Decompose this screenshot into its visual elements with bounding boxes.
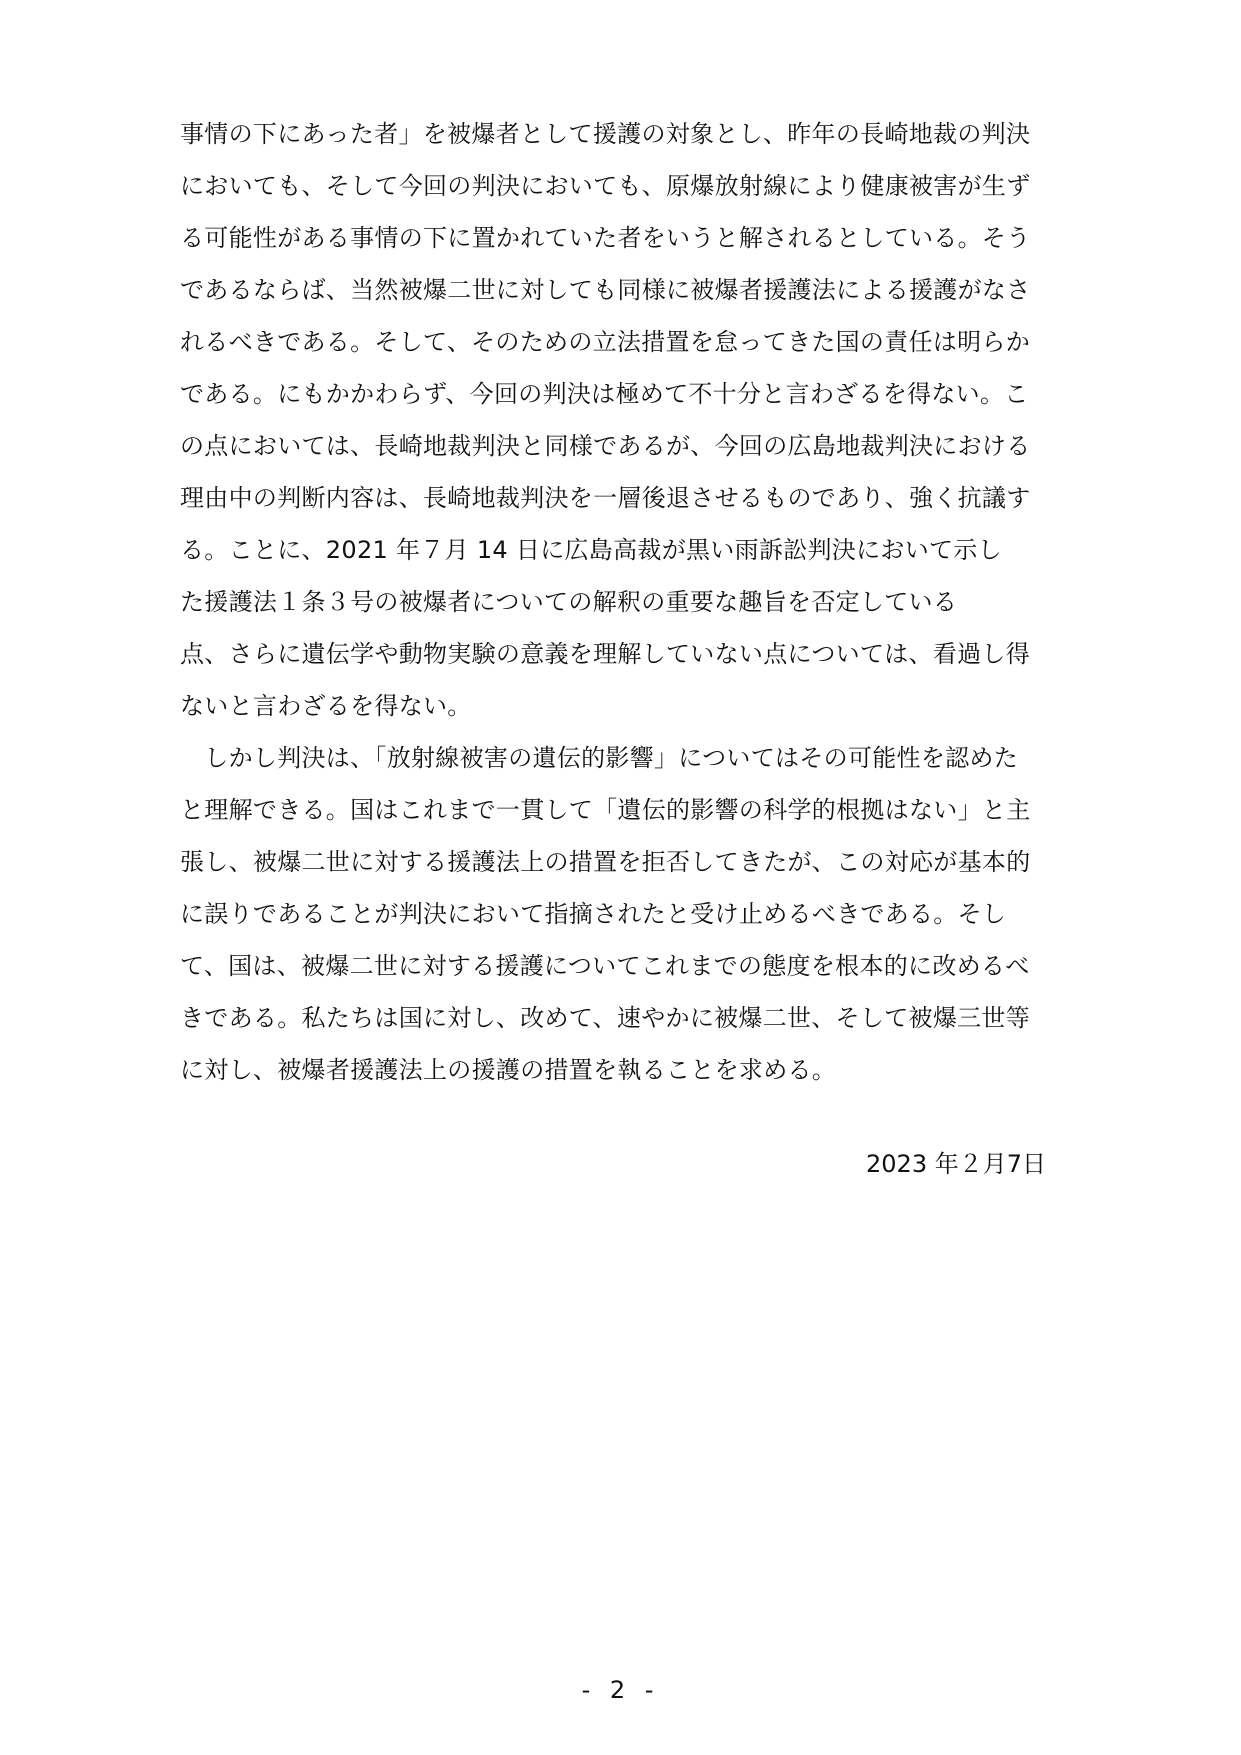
text-line: である。にもかかわらず、今回の判決は極めて不十分と言わざるを得ない。こ xyxy=(180,380,1029,408)
text-line: て、国は、被爆二世に対する援護についてこれまでの態度を根本的に改めるべ xyxy=(180,952,1030,980)
text-line: きである。私たちは国に対し、改めて、速やかに被爆二世、そして被爆三世等 xyxy=(180,1004,1031,1032)
text-line: ないと言わざるを得ない。 xyxy=(180,692,472,720)
text-line: る。ことに、2021 年７月 14 日に広島高裁が黒い雨訴訟判決において示し xyxy=(180,536,1002,564)
text-line: と理解できる。国はこれまで一貫して「遺伝的影響の科学的根拠はない」と主 xyxy=(180,796,1031,824)
text-line: れるべきである。そして、そのための立法措置を怠ってきた国の責任は明らか xyxy=(180,328,1031,356)
text-line: 理由中の判断内容は、長崎地裁判決を一層後退させるものであり、強く抗議す xyxy=(180,484,1031,512)
text-line: る可能性がある事情の下に置かれていた者をいうと解されるとしている。そう xyxy=(180,224,1031,252)
text-line: に対し、被爆者援護法上の援護の措置を執ることを求める。 xyxy=(180,1056,837,1084)
page-number: - 2 - xyxy=(581,1676,660,1704)
text-line: 事情の下にあった者」を被爆者として援護の対象とし、昨年の長崎地裁の判決 xyxy=(180,120,1031,148)
text-line: であるならば、当然被爆二世に対しても同様に被爆者援護法による援護がなさ xyxy=(180,276,1031,304)
text-line: に誤りであることが判決において指摘されたと受け止めるべきである。そし xyxy=(180,900,1007,928)
text-line: 張し、被爆二世に対する援護法上の措置を拒否してきたが、この対応が基本的 xyxy=(180,848,1031,876)
body-text xyxy=(180,108,1060,1096)
text-line: 点、さらに遺伝学や動物実験の意義を理解していない点については、看過し得 xyxy=(180,640,1031,668)
document-date: 2023 年２月7日 xyxy=(866,1150,1046,1178)
text-line: た援護法１条３号の被爆者についての解釈の重要な趣旨を否定している xyxy=(180,588,958,616)
text-line: の点においては、長崎地裁判決と同様であるが、今回の広島地裁判決における xyxy=(180,432,1031,460)
text-line: においても、そして今回の判決においても、原爆放射線により健康被害が生ず xyxy=(180,172,1031,200)
text-line: しかし判決は、「放射線被害の遺伝的影響」についてはその可能性を認めた xyxy=(180,744,1019,772)
